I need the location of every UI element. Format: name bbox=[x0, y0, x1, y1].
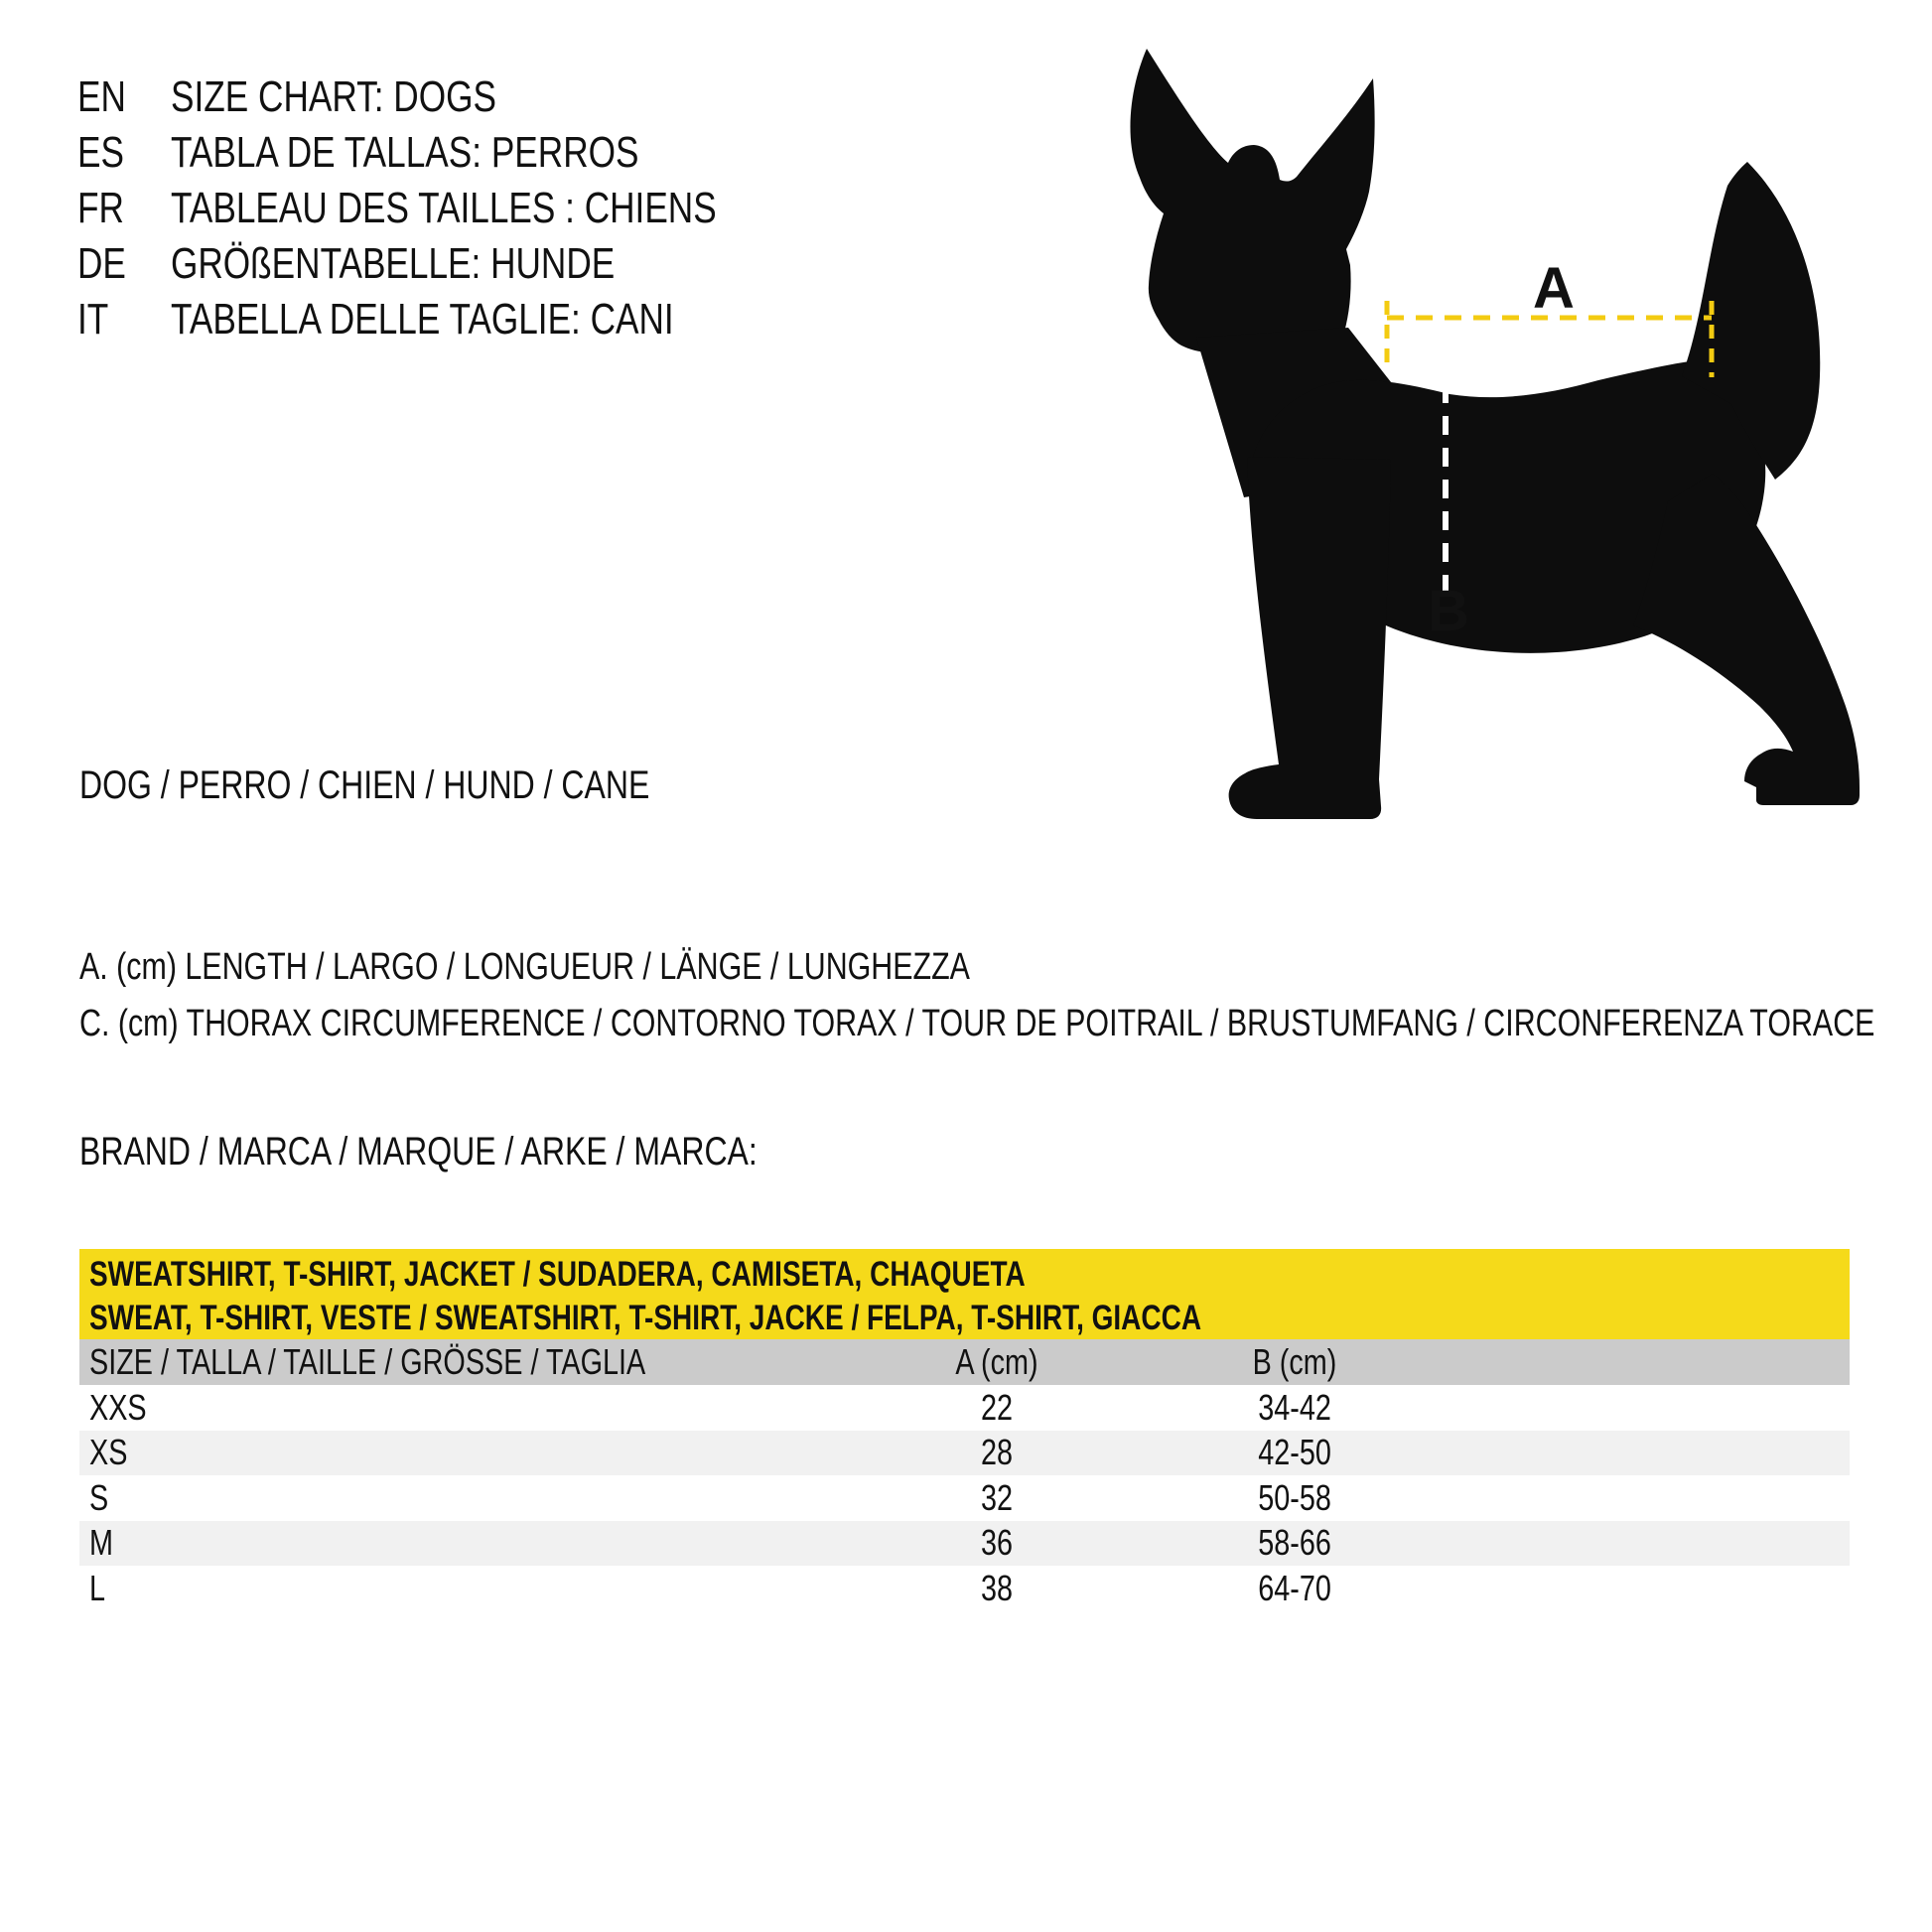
row-b-text: 34-42 bbox=[1258, 1386, 1331, 1428]
row-b-text: 58-66 bbox=[1258, 1522, 1331, 1564]
header-b-cm bbox=[1146, 1341, 1444, 1383]
table-title-band bbox=[79, 1249, 1850, 1339]
band-line-1 bbox=[89, 1253, 1850, 1297]
title-text: GRÖßENTABELLE: HUNDE bbox=[171, 239, 616, 288]
row-size-text: M bbox=[89, 1522, 113, 1564]
brand-line-text: BRAND / MARCA / MARQUE / ARKE / MARCA: bbox=[79, 1130, 758, 1173]
title-language-list bbox=[77, 69, 853, 347]
row-a-value bbox=[848, 1387, 1146, 1429]
title-text: SIZE CHART: DOGS bbox=[171, 72, 496, 121]
row-b-value bbox=[1146, 1432, 1444, 1473]
table-row-l bbox=[79, 1566, 1850, 1611]
length-label-a: A bbox=[1533, 256, 1575, 321]
row-b-value bbox=[1146, 1477, 1444, 1519]
row-b-text: 50-58 bbox=[1258, 1476, 1331, 1518]
table-row-xs bbox=[79, 1431, 1850, 1476]
row-a-text: 28 bbox=[980, 1432, 1014, 1473]
header-a-cm bbox=[848, 1341, 1146, 1383]
size-table bbox=[79, 1249, 1850, 1611]
dog-silhouette-svg bbox=[1112, 35, 1866, 829]
title-row-de bbox=[77, 236, 853, 292]
lang-code: FR bbox=[77, 184, 124, 232]
title-row-es bbox=[77, 125, 853, 181]
dog-front-legs bbox=[1229, 457, 1391, 819]
row-size bbox=[79, 1477, 848, 1519]
row-b-text: 64-70 bbox=[1258, 1567, 1331, 1608]
table-row-m bbox=[79, 1521, 1850, 1567]
row-a-text: 32 bbox=[980, 1476, 1014, 1518]
note-thorax-text: C. (cm) THORAX CIRCUMFERENCE / CONTORNO TORAX / TOUR DE POITRAIL / BRUSTUMFANG / CIRCONFERENZA TORACE bbox=[79, 1003, 1875, 1044]
table-row-xxs bbox=[79, 1385, 1850, 1431]
band-line-1-text: SWEATSHIRT, T-SHIRT, JACKET / SUDADERA, CAMISETA, CHAQUETA bbox=[89, 1255, 1026, 1294]
header-a-text: A (cm) bbox=[955, 1341, 1038, 1382]
note-length-text: A. (cm) LENGTH / LARGO / LONGUEUR / LÄNGE / LUNGHEZZA bbox=[79, 946, 970, 988]
row-a-text: 22 bbox=[980, 1386, 1014, 1428]
dog-hind-leg bbox=[1633, 474, 1860, 805]
title-text: TABLEAU DES TAILLES : CHIENS bbox=[171, 184, 717, 232]
dog-silhouette bbox=[1130, 49, 1860, 819]
row-size bbox=[79, 1568, 848, 1609]
dog-head-and-ears bbox=[1130, 49, 1374, 357]
row-a-text: 38 bbox=[980, 1567, 1014, 1608]
header-b-text: B (cm) bbox=[1252, 1341, 1337, 1382]
note-length bbox=[79, 939, 1932, 996]
header-size bbox=[79, 1341, 848, 1383]
figure-caption-text: DOG / PERRO / CHIEN / HUND / CANE bbox=[79, 763, 650, 807]
row-size-text: S bbox=[89, 1476, 109, 1518]
row-size bbox=[79, 1432, 848, 1473]
lang-code: IT bbox=[77, 295, 109, 344]
lang-code: DE bbox=[77, 239, 126, 288]
title-text: TABELLA DELLE TAGLIE: CANI bbox=[171, 295, 674, 344]
row-b-value bbox=[1146, 1387, 1444, 1429]
note-thorax bbox=[79, 996, 1932, 1052]
dog-measurement-figure bbox=[1112, 35, 1866, 829]
row-size-text: XXS bbox=[89, 1386, 147, 1428]
figure-caption bbox=[79, 763, 792, 807]
row-b-value bbox=[1146, 1568, 1444, 1609]
table-header-row bbox=[79, 1339, 1850, 1385]
brand-line bbox=[79, 1130, 926, 1173]
row-size-text: XS bbox=[89, 1432, 128, 1473]
row-size bbox=[79, 1387, 848, 1429]
measure-notes bbox=[79, 939, 1932, 1052]
row-b-text: 42-50 bbox=[1258, 1432, 1331, 1473]
title-row-it bbox=[77, 292, 853, 347]
row-a-value bbox=[848, 1432, 1146, 1473]
header-size-text: SIZE / TALLA / TAILLE / GRÖSSE / TAGLIA bbox=[89, 1341, 646, 1382]
lang-code: EN bbox=[77, 72, 126, 121]
band-line-2 bbox=[89, 1297, 1850, 1340]
lang-code: ES bbox=[77, 128, 124, 177]
title-row-en bbox=[77, 69, 853, 125]
row-a-value bbox=[848, 1522, 1146, 1564]
girth-label-b: B bbox=[1428, 579, 1469, 643]
title-row-fr bbox=[77, 181, 853, 236]
row-b-value bbox=[1146, 1522, 1444, 1564]
row-a-text: 36 bbox=[980, 1522, 1014, 1564]
table-row-s bbox=[79, 1475, 1850, 1521]
row-a-value bbox=[848, 1568, 1146, 1609]
row-size-text: L bbox=[89, 1567, 106, 1608]
band-line-2-text: SWEAT, T-SHIRT, VESTE / SWEATSHIRT, T-SHIRT, JACKE / FELPA, T-SHIRT, GIACCA bbox=[89, 1298, 1202, 1337]
row-a-value bbox=[848, 1477, 1146, 1519]
title-text: TABLA DE TALLAS: PERROS bbox=[171, 128, 639, 177]
row-size bbox=[79, 1522, 848, 1564]
